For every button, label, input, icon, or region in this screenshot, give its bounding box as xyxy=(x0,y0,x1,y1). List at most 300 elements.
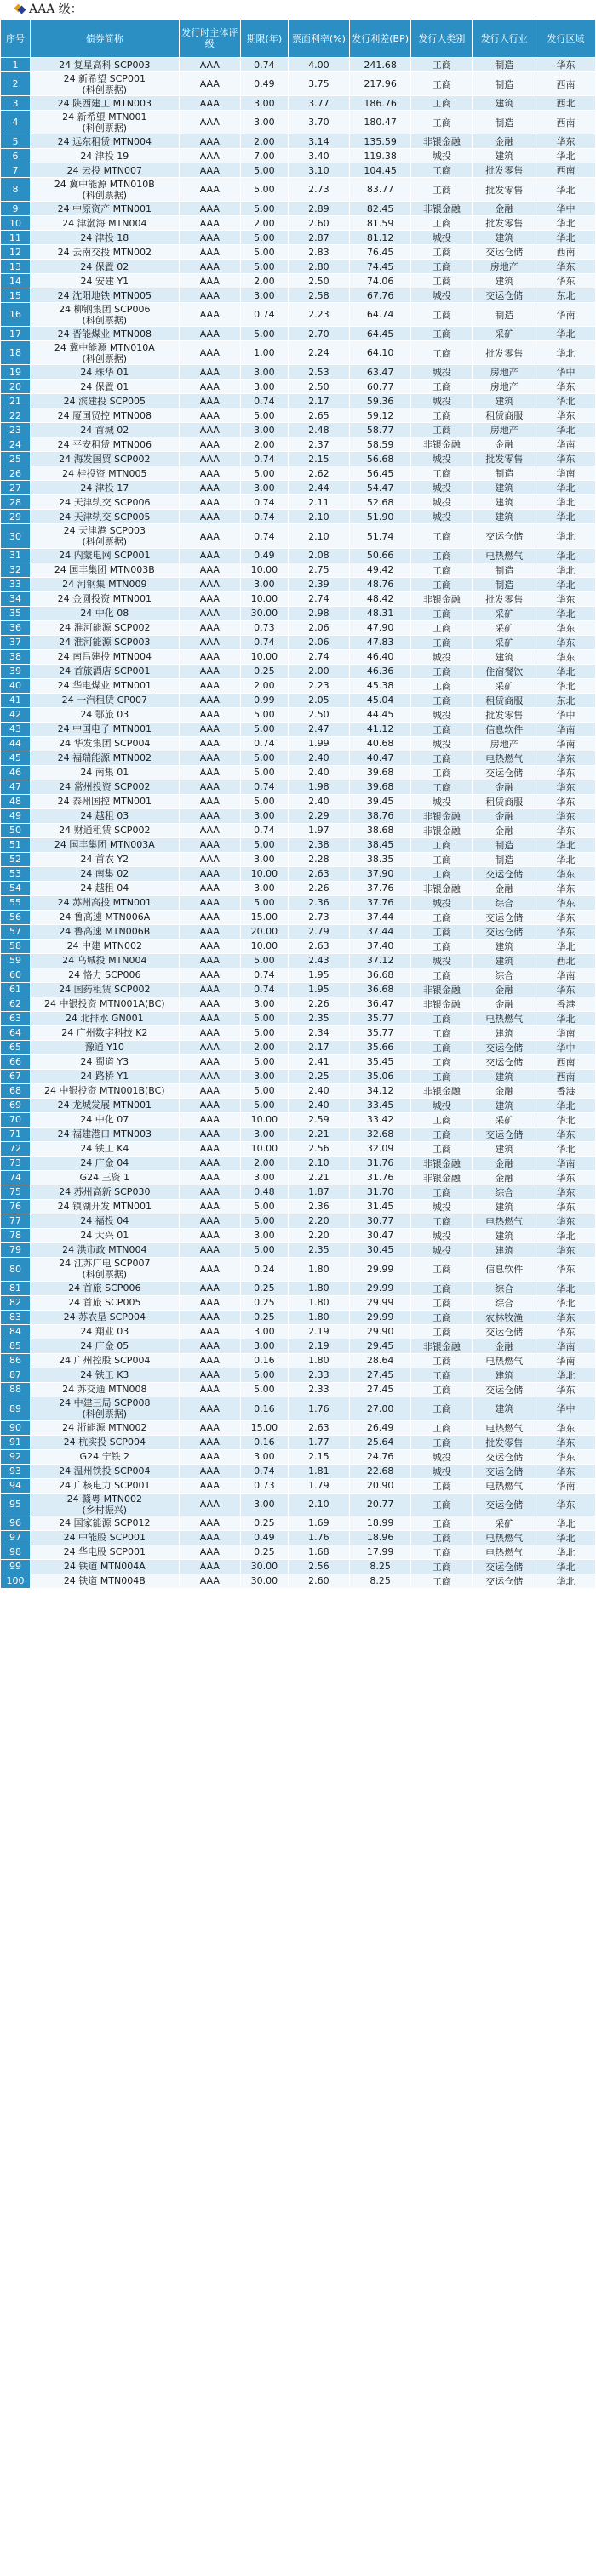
cell-rating: AAA xyxy=(179,1098,240,1112)
cell-rating: AAA xyxy=(179,635,240,649)
cell-spread: 58.59 xyxy=(350,437,411,452)
cell-issuer-type: 工商 xyxy=(411,380,473,394)
cell-spread: 58.77 xyxy=(350,423,411,437)
cell-coupon: 2.06 xyxy=(288,620,349,635)
cell-seq: 100 xyxy=(1,1574,31,1588)
cell-issuer-type: 工商 xyxy=(411,1310,473,1324)
cell-term: 0.49 xyxy=(240,72,288,96)
cell-issuer-type: 工商 xyxy=(411,939,473,953)
cell-seq: 54 xyxy=(1,881,31,895)
cell-coupon: 2.21 xyxy=(288,1127,349,1141)
cell-coupon: 2.63 xyxy=(288,866,349,881)
cell-industry: 建筑 xyxy=(473,1397,536,1420)
cell-seq: 57 xyxy=(1,924,31,939)
cell-coupon: 2.33 xyxy=(288,1382,349,1397)
table-row xyxy=(1,1559,596,1574)
cell-term: 3.00 xyxy=(240,481,288,495)
cell-bond-name: 24 天津轨交 SCP006 xyxy=(30,495,179,510)
cell-bond-name: 24 蜀道 Y3 xyxy=(30,1054,179,1069)
cell-bond-name: 24 镇湖开发 MTN001 xyxy=(30,1199,179,1214)
cell-industry: 房地产 xyxy=(473,736,536,751)
cell-rating: AAA xyxy=(179,664,240,678)
table-row xyxy=(1,341,596,365)
cell-industry: 制造 xyxy=(473,72,536,96)
cell-industry: 批发零售 xyxy=(473,163,536,178)
cell-industry: 批发零售 xyxy=(473,591,536,606)
cell-bond-name: 24 中银投资 MTN001B(BC) xyxy=(30,1083,179,1098)
cell-issuer-type: 工商 xyxy=(411,1257,473,1281)
cell-rating: AAA xyxy=(179,881,240,895)
cell-rating: AAA xyxy=(179,394,240,408)
cell-industry: 交运仓储 xyxy=(473,1127,536,1141)
table-row xyxy=(1,1449,596,1464)
cell-coupon: 2.37 xyxy=(288,437,349,452)
table-row xyxy=(1,649,596,664)
cell-term: 0.74 xyxy=(240,510,288,524)
cell-seq: 71 xyxy=(1,1127,31,1141)
cell-seq: 31 xyxy=(1,548,31,563)
cell-seq: 28 xyxy=(1,495,31,510)
cell-rating: AAA xyxy=(179,1127,240,1141)
cell-industry: 租赁商服 xyxy=(473,693,536,707)
cell-rating: AAA xyxy=(179,111,240,134)
cell-industry: 交运仓储 xyxy=(473,924,536,939)
cell-coupon: 1.95 xyxy=(288,968,349,982)
cell-region: 华东 xyxy=(536,1310,596,1324)
cell-seq: 79 xyxy=(1,1242,31,1257)
cell-bond-name: 24 淮河能源 SCP002 xyxy=(30,620,179,635)
cell-rating: AAA xyxy=(179,274,240,288)
cell-issuer-type: 工商 xyxy=(411,58,473,72)
cell-term: 5.00 xyxy=(240,466,288,481)
cell-term: 3.00 xyxy=(240,881,288,895)
cell-coupon: 2.10 xyxy=(288,1156,349,1170)
table-row xyxy=(1,437,596,452)
cell-issuer-type: 工商 xyxy=(411,1069,473,1083)
cell-seq: 85 xyxy=(1,1339,31,1353)
cell-coupon: 2.87 xyxy=(288,231,349,245)
cell-coupon: 2.29 xyxy=(288,808,349,823)
cell-region: 华东 xyxy=(536,1242,596,1257)
cell-rating: AAA xyxy=(179,1324,240,1339)
cell-rating: AAA xyxy=(179,365,240,380)
cell-term: 0.74 xyxy=(240,635,288,649)
cell-region: 华北 xyxy=(536,510,596,524)
cell-rating: AAA xyxy=(179,1353,240,1368)
cell-issuer-type: 工商 xyxy=(411,163,473,178)
cell-seq: 15 xyxy=(1,288,31,303)
cell-coupon: 3.70 xyxy=(288,111,349,134)
table-row xyxy=(1,577,596,591)
cell-bond-name: 24 天津港 SCP003 (科创票据) xyxy=(30,524,179,548)
cell-issuer-type: 非银金融 xyxy=(411,997,473,1011)
table-row xyxy=(1,895,596,910)
cell-coupon: 2.50 xyxy=(288,380,349,394)
cell-coupon: 1.99 xyxy=(288,736,349,751)
cell-rating: AAA xyxy=(179,303,240,327)
col-spread-header: 发行利差(BP) xyxy=(350,20,411,58)
cell-term: 10.00 xyxy=(240,1141,288,1156)
table-row xyxy=(1,1530,596,1545)
col-coupon-header: 票面利率(%) xyxy=(288,20,349,58)
cell-industry: 建筑 xyxy=(473,274,536,288)
cell-region: 华北 xyxy=(536,149,596,163)
cell-term: 3.00 xyxy=(240,1127,288,1141)
cell-seq: 76 xyxy=(1,1199,31,1214)
cell-spread: 36.68 xyxy=(350,968,411,982)
cell-rating: AAA xyxy=(179,1530,240,1545)
cell-region: 香港 xyxy=(536,1083,596,1098)
cell-region: 西南 xyxy=(536,1054,596,1069)
cell-spread: 36.47 xyxy=(350,997,411,1011)
table-row xyxy=(1,452,596,466)
table-row xyxy=(1,620,596,635)
cell-seq: 82 xyxy=(1,1295,31,1310)
cell-coupon: 2.17 xyxy=(288,394,349,408)
cell-issuer-type: 工商 xyxy=(411,341,473,365)
cell-issuer-type: 工商 xyxy=(411,765,473,780)
cell-seq: 55 xyxy=(1,895,31,910)
table-row xyxy=(1,288,596,303)
cell-coupon: 2.06 xyxy=(288,635,349,649)
cell-spread: 47.83 xyxy=(350,635,411,649)
cell-bond-name: 24 中建三局 SCP008 (科创票据) xyxy=(30,1397,179,1420)
table-row xyxy=(1,780,596,794)
cell-spread: 37.90 xyxy=(350,866,411,881)
cell-spread: 25.64 xyxy=(350,1435,411,1449)
cell-seq: 5 xyxy=(1,134,31,149)
table-row xyxy=(1,1054,596,1069)
cell-coupon: 2.40 xyxy=(288,751,349,765)
cell-issuer-type: 城投 xyxy=(411,288,473,303)
cell-bond-name: 24 内蒙电网 SCP001 xyxy=(30,548,179,563)
cell-term: 5.00 xyxy=(240,751,288,765)
cell-coupon: 2.00 xyxy=(288,664,349,678)
cell-bond-name: 24 平安租赁 MTN006 xyxy=(30,437,179,452)
cell-industry: 租赁商服 xyxy=(473,408,536,423)
cell-issuer-type: 非银金融 xyxy=(411,134,473,149)
cell-term: 3.00 xyxy=(240,96,288,111)
cell-region: 华东 xyxy=(536,260,596,274)
bond-issuance-table xyxy=(0,19,596,1589)
cell-term: 5.00 xyxy=(240,1054,288,1069)
cell-rating: AAA xyxy=(179,548,240,563)
cell-term: 10.00 xyxy=(240,591,288,606)
cell-region: 华东 xyxy=(536,982,596,997)
cell-issuer-type: 工商 xyxy=(411,852,473,866)
cell-region: 华北 xyxy=(536,678,596,693)
cell-region: 西南 xyxy=(536,245,596,260)
cell-seq: 49 xyxy=(1,808,31,823)
cell-bond-name: 24 中建 MTN002 xyxy=(30,939,179,953)
cell-coupon: 2.40 xyxy=(288,765,349,780)
cell-bond-name: 24 沈阳地铁 MTN005 xyxy=(30,288,179,303)
cell-region: 华东 xyxy=(536,1464,596,1478)
cell-spread: 37.76 xyxy=(350,881,411,895)
cell-issuer-type: 工商 xyxy=(411,216,473,231)
table-row xyxy=(1,58,596,72)
cell-rating: AAA xyxy=(179,437,240,452)
cell-coupon: 4.00 xyxy=(288,58,349,72)
cell-issuer-type: 工商 xyxy=(411,606,473,620)
cell-seq: 2 xyxy=(1,72,31,96)
cell-issuer-type: 工商 xyxy=(411,1112,473,1127)
cell-issuer-type: 工商 xyxy=(411,1054,473,1069)
cell-industry: 综合 xyxy=(473,1281,536,1295)
cell-region: 华北 xyxy=(536,1141,596,1156)
cell-region: 华北 xyxy=(536,1545,596,1559)
cell-industry: 交运仓储 xyxy=(473,1493,536,1516)
table-row xyxy=(1,881,596,895)
cell-issuer-type: 工商 xyxy=(411,780,473,794)
cell-bond-name: 24 路桥 Y1 xyxy=(30,1069,179,1083)
cell-region: 华东 xyxy=(536,1170,596,1185)
cell-rating: AAA xyxy=(179,1449,240,1464)
cell-region: 华南 xyxy=(536,466,596,481)
cell-spread: 8.25 xyxy=(350,1559,411,1574)
cell-issuer-type: 工商 xyxy=(411,1281,473,1295)
cell-rating: AAA xyxy=(179,953,240,968)
cell-issuer-type: 城投 xyxy=(411,1199,473,1214)
cell-rating: AAA xyxy=(179,1214,240,1228)
cell-coupon: 2.50 xyxy=(288,707,349,722)
cell-spread: 83.77 xyxy=(350,178,411,202)
cell-industry: 批发零售 xyxy=(473,452,536,466)
cell-industry: 交运仓储 xyxy=(473,1559,536,1574)
cell-bond-name: 24 浙能源 MTN002 xyxy=(30,1420,179,1435)
table-row xyxy=(1,231,596,245)
cell-rating: AAA xyxy=(179,1397,240,1420)
table-row xyxy=(1,664,596,678)
cell-coupon: 2.44 xyxy=(288,481,349,495)
cell-industry: 制造 xyxy=(473,837,536,852)
cell-seq: 65 xyxy=(1,1040,31,1054)
cell-spread: 22.68 xyxy=(350,1464,411,1478)
cell-bond-name: 24 津投 18 xyxy=(30,231,179,245)
col-region-header: 发行区域 xyxy=(536,20,596,58)
cell-coupon: 1.98 xyxy=(288,780,349,794)
cell-bond-name: 24 南集 02 xyxy=(30,866,179,881)
cell-issuer-type: 城投 xyxy=(411,394,473,408)
cell-coupon: 1.80 xyxy=(288,1310,349,1324)
table-row xyxy=(1,1040,596,1054)
cell-region: 华南 xyxy=(536,722,596,736)
cell-bond-name: 24 中能股 SCP001 xyxy=(30,1530,179,1545)
cell-rating: AAA xyxy=(179,1083,240,1098)
cell-region: 华北 xyxy=(536,606,596,620)
cell-spread: 20.90 xyxy=(350,1478,411,1493)
col-rating-header: 发行时主体评级 xyxy=(179,20,240,58)
cell-industry: 金融 xyxy=(473,997,536,1011)
cell-coupon: 1.68 xyxy=(288,1545,349,1559)
cell-bond-name: 24 淮河能源 SCP003 xyxy=(30,635,179,649)
table-row xyxy=(1,765,596,780)
cell-rating: AAA xyxy=(179,1025,240,1040)
cell-seq: 4 xyxy=(1,111,31,134)
cell-bond-name: 24 翔业 03 xyxy=(30,1324,179,1339)
cell-rating: AAA xyxy=(179,1295,240,1310)
cell-spread: 29.99 xyxy=(350,1281,411,1295)
table-row xyxy=(1,1493,596,1516)
cell-industry: 建筑 xyxy=(473,1368,536,1382)
cell-seq: 18 xyxy=(1,341,31,365)
cell-term: 30.00 xyxy=(240,1559,288,1574)
cell-term: 3.00 xyxy=(240,288,288,303)
cell-seq: 12 xyxy=(1,245,31,260)
cell-rating: AAA xyxy=(179,1040,240,1054)
cell-term: 3.00 xyxy=(240,997,288,1011)
table-row xyxy=(1,1382,596,1397)
cell-region: 华南 xyxy=(536,303,596,327)
cell-rating: AAA xyxy=(179,939,240,953)
cell-seq: 32 xyxy=(1,563,31,577)
cell-bond-name: 24 铁工 K3 xyxy=(30,1368,179,1382)
cell-bond-name: 24 滨建投 SCP005 xyxy=(30,394,179,408)
cell-seq: 30 xyxy=(1,524,31,548)
table-row xyxy=(1,1478,596,1493)
cell-seq: 77 xyxy=(1,1214,31,1228)
cell-region: 华北 xyxy=(536,1559,596,1574)
cell-industry: 电热燃气 xyxy=(473,1545,536,1559)
cell-coupon: 2.26 xyxy=(288,997,349,1011)
cell-region: 华东 xyxy=(536,1185,596,1199)
cell-industry: 交运仓储 xyxy=(473,1382,536,1397)
cell-term: 3.00 xyxy=(240,1324,288,1339)
cell-rating: AAA xyxy=(179,341,240,365)
cell-term: 0.25 xyxy=(240,1281,288,1295)
cell-term: 20.00 xyxy=(240,924,288,939)
cell-industry: 建筑 xyxy=(473,1199,536,1214)
cell-seq: 21 xyxy=(1,394,31,408)
cell-issuer-type: 工商 xyxy=(411,96,473,111)
cell-coupon: 2.70 xyxy=(288,327,349,341)
cell-issuer-type: 非银金融 xyxy=(411,437,473,452)
cell-region: 华北 xyxy=(536,1295,596,1310)
cell-spread: 39.68 xyxy=(350,780,411,794)
cell-region: 华北 xyxy=(536,495,596,510)
cell-rating: AAA xyxy=(179,722,240,736)
cell-bond-name: 24 越租 03 xyxy=(30,808,179,823)
cell-industry: 交运仓储 xyxy=(473,1054,536,1069)
cell-region: 华东 xyxy=(536,794,596,808)
cell-term: 0.73 xyxy=(240,620,288,635)
cell-region: 西北 xyxy=(536,953,596,968)
cell-spread: 33.45 xyxy=(350,1098,411,1112)
cell-term: 10.00 xyxy=(240,866,288,881)
cell-region: 华中 xyxy=(536,1397,596,1420)
cell-term: 0.24 xyxy=(240,1257,288,1281)
cell-coupon: 2.41 xyxy=(288,1054,349,1069)
cell-seq: 3 xyxy=(1,96,31,111)
cell-region: 华东 xyxy=(536,649,596,664)
cell-issuer-type: 工商 xyxy=(411,1397,473,1420)
cell-industry: 交运仓储 xyxy=(473,288,536,303)
cell-spread: 44.45 xyxy=(350,707,411,722)
cell-spread: 29.99 xyxy=(350,1310,411,1324)
cell-seq: 50 xyxy=(1,823,31,837)
cell-term: 5.00 xyxy=(240,1368,288,1382)
cell-seq: 16 xyxy=(1,303,31,327)
cell-spread: 51.90 xyxy=(350,510,411,524)
cell-coupon: 1.80 xyxy=(288,1353,349,1368)
cell-industry: 批发零售 xyxy=(473,1435,536,1449)
cell-spread: 38.45 xyxy=(350,837,411,852)
cell-coupon: 1.69 xyxy=(288,1516,349,1530)
cell-spread: 180.47 xyxy=(350,111,411,134)
cell-coupon: 2.60 xyxy=(288,216,349,231)
cell-coupon: 1.97 xyxy=(288,823,349,837)
cell-issuer-type: 工商 xyxy=(411,1574,473,1588)
cell-spread: 119.38 xyxy=(350,149,411,163)
cell-region: 华北 xyxy=(536,1574,596,1588)
cell-industry: 制造 xyxy=(473,58,536,72)
cell-spread: 26.49 xyxy=(350,1420,411,1435)
cell-region: 华中 xyxy=(536,202,596,216)
cell-seq: 98 xyxy=(1,1545,31,1559)
cell-issuer-type: 工商 xyxy=(411,837,473,852)
cell-rating: AAA xyxy=(179,591,240,606)
cell-region: 华南 xyxy=(536,1353,596,1368)
col-seq-header: 序号 xyxy=(1,20,31,58)
cell-industry: 建筑 xyxy=(473,1098,536,1112)
cell-term: 3.00 xyxy=(240,852,288,866)
cell-spread: 64.74 xyxy=(350,303,411,327)
cell-term: 5.00 xyxy=(240,1199,288,1214)
cell-term: 0.25 xyxy=(240,1545,288,1559)
cell-industry: 建筑 xyxy=(473,1141,536,1156)
cell-term: 3.00 xyxy=(240,1493,288,1516)
cell-spread: 8.25 xyxy=(350,1574,411,1588)
cell-issuer-type: 非银金融 xyxy=(411,1156,473,1170)
table-row xyxy=(1,953,596,968)
cell-seq: 81 xyxy=(1,1281,31,1295)
table-row xyxy=(1,149,596,163)
cell-term: 5.00 xyxy=(240,707,288,722)
cell-rating: AAA xyxy=(179,408,240,423)
cell-rating: AAA xyxy=(179,1478,240,1493)
cell-bond-name: 24 苏农垦 SCP004 xyxy=(30,1310,179,1324)
cell-region: 华南 xyxy=(536,1478,596,1493)
cell-seq: 80 xyxy=(1,1257,31,1281)
cell-term: 3.00 xyxy=(240,1170,288,1185)
cell-rating: AAA xyxy=(179,380,240,394)
cell-industry: 采矿 xyxy=(473,620,536,635)
cell-issuer-type: 工商 xyxy=(411,1435,473,1449)
cell-coupon: 3.75 xyxy=(288,72,349,96)
cell-industry: 采矿 xyxy=(473,678,536,693)
cell-bond-name: 24 津投 19 xyxy=(30,149,179,163)
cell-seq: 93 xyxy=(1,1464,31,1478)
cell-bond-name: 24 广核电力 SCP001 xyxy=(30,1478,179,1493)
cell-bond-name: 24 广州控股 SCP004 xyxy=(30,1353,179,1368)
cell-issuer-type: 工商 xyxy=(411,245,473,260)
cell-rating: AAA xyxy=(179,58,240,72)
cell-rating: AAA xyxy=(179,245,240,260)
cell-coupon: 1.80 xyxy=(288,1281,349,1295)
cell-bond-name: 24 铁工 K4 xyxy=(30,1141,179,1156)
table-row xyxy=(1,216,596,231)
cell-term: 0.25 xyxy=(240,1516,288,1530)
cell-rating: AAA xyxy=(179,288,240,303)
cell-rating: AAA xyxy=(179,524,240,548)
cell-spread: 35.77 xyxy=(350,1011,411,1025)
cell-industry: 综合 xyxy=(473,1295,536,1310)
cell-spread: 31.45 xyxy=(350,1199,411,1214)
cell-industry: 交运仓储 xyxy=(473,1040,536,1054)
cell-region: 华东 xyxy=(536,1435,596,1449)
cell-issuer-type: 工商 xyxy=(411,910,473,924)
cell-industry: 交运仓储 xyxy=(473,1574,536,1588)
